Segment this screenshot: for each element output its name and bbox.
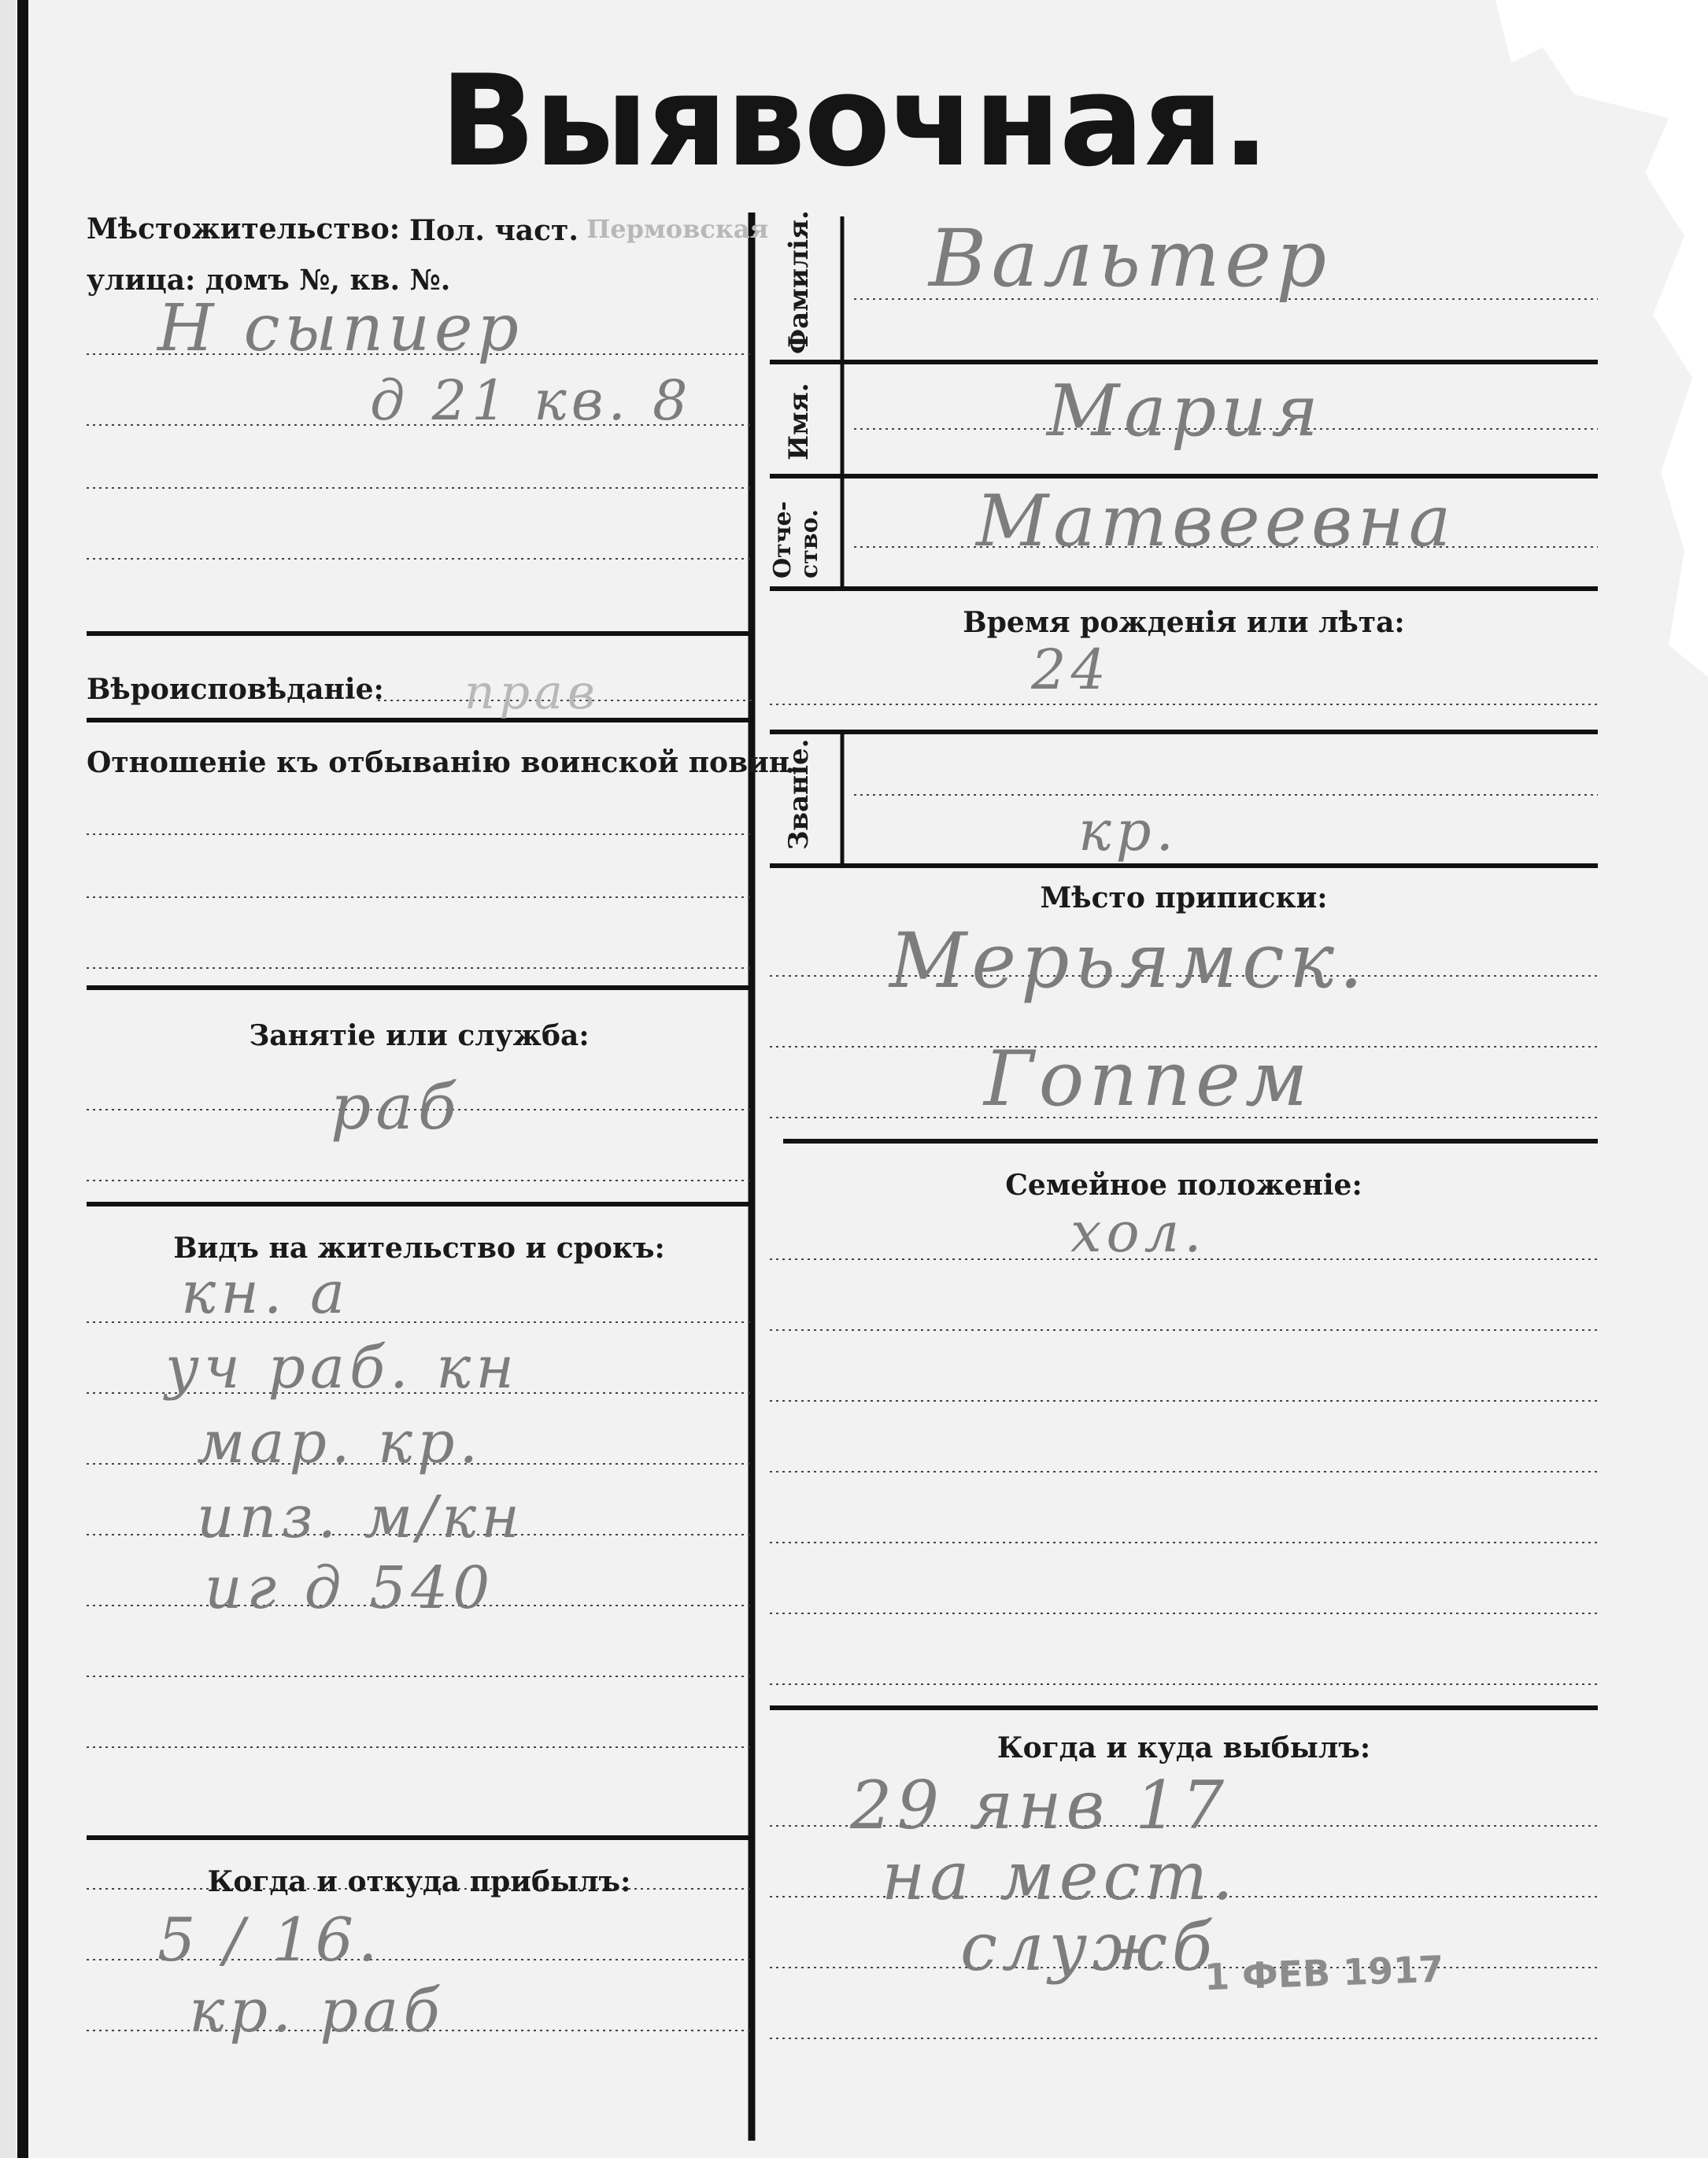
- residence-label: Мѣстожительство:: [87, 212, 401, 246]
- arrival-line: 5 / 16.: [157, 1905, 383, 1975]
- form-title: Выявочная.: [439, 47, 1269, 194]
- arrival-line: кр. раб: [189, 1975, 445, 2045]
- left-margin-strip: [0, 0, 16, 2158]
- residence-doc-line: иг д 540: [205, 1554, 495, 1622]
- birth-label: Время рожденiя или лѣта:: [963, 606, 1405, 639]
- departure-line: 29 янв 17: [850, 1767, 1229, 1844]
- patronymic-value: Матвеевна: [976, 480, 1456, 563]
- street-label: улица: домъ №, кв. №.: [87, 264, 451, 297]
- left-dotted-lines: [87, 354, 752, 2031]
- family-value: хол.: [1070, 1200, 1207, 1265]
- name-value: Мария: [1047, 370, 1323, 453]
- rank-label: Званiе.: [783, 738, 815, 850]
- residence-doc-line: мар. кр.: [197, 1409, 482, 1476]
- religion-value: прав: [464, 665, 600, 720]
- birth-value: 24: [1031, 637, 1111, 702]
- occupation-label: Занятiе или служба:: [249, 1019, 590, 1052]
- surname-label: Фамилiя.: [783, 210, 815, 354]
- name-label: Имя.: [783, 382, 815, 460]
- departure-line: на мест.: [882, 1838, 1238, 1915]
- patronymic-label: Отче-ство.: [769, 501, 823, 578]
- departure-label: Когда и куда выбылъ:: [996, 1731, 1371, 1764]
- police-part-label: Пол. част.: [409, 214, 579, 247]
- military-label: Отношенiе къ отбыванiю воинской повин.: [87, 746, 800, 779]
- residence-doc-label: Видъ на жительство и срокъ:: [173, 1232, 665, 1265]
- occupation-value: раб: [331, 1070, 461, 1144]
- residence-doc-line: ипз. м/кн: [197, 1484, 524, 1551]
- arrival-label: Когда и откуда прибылъ:: [207, 1865, 631, 1898]
- religion-label: Вѣроисповѣданiе:: [87, 673, 384, 706]
- rank-value: кр.: [1078, 799, 1178, 863]
- registration-line: Мерьямск.: [889, 917, 1368, 1005]
- police-part-value: Пермовская: [586, 214, 769, 244]
- street-value: Н сыпиер: [157, 291, 523, 366]
- residence-doc-line: уч раб. кн: [165, 1334, 519, 1402]
- left-binding-line: [17, 0, 28, 2158]
- registration-label: Мѣсто приписки:: [1040, 881, 1328, 915]
- house-value: д 21 кв. 8: [370, 368, 693, 433]
- family-label: Семейное положенiе:: [1005, 1169, 1362, 1202]
- residence-doc-line: кн. а: [181, 1259, 350, 1327]
- surname-value: Вальтер: [929, 212, 1332, 305]
- departure-line: служб: [960, 1909, 1218, 1986]
- registration-line: Гоппем: [984, 1035, 1313, 1123]
- date-stamp: 1 ФЕВ 1917: [1203, 1947, 1445, 1999]
